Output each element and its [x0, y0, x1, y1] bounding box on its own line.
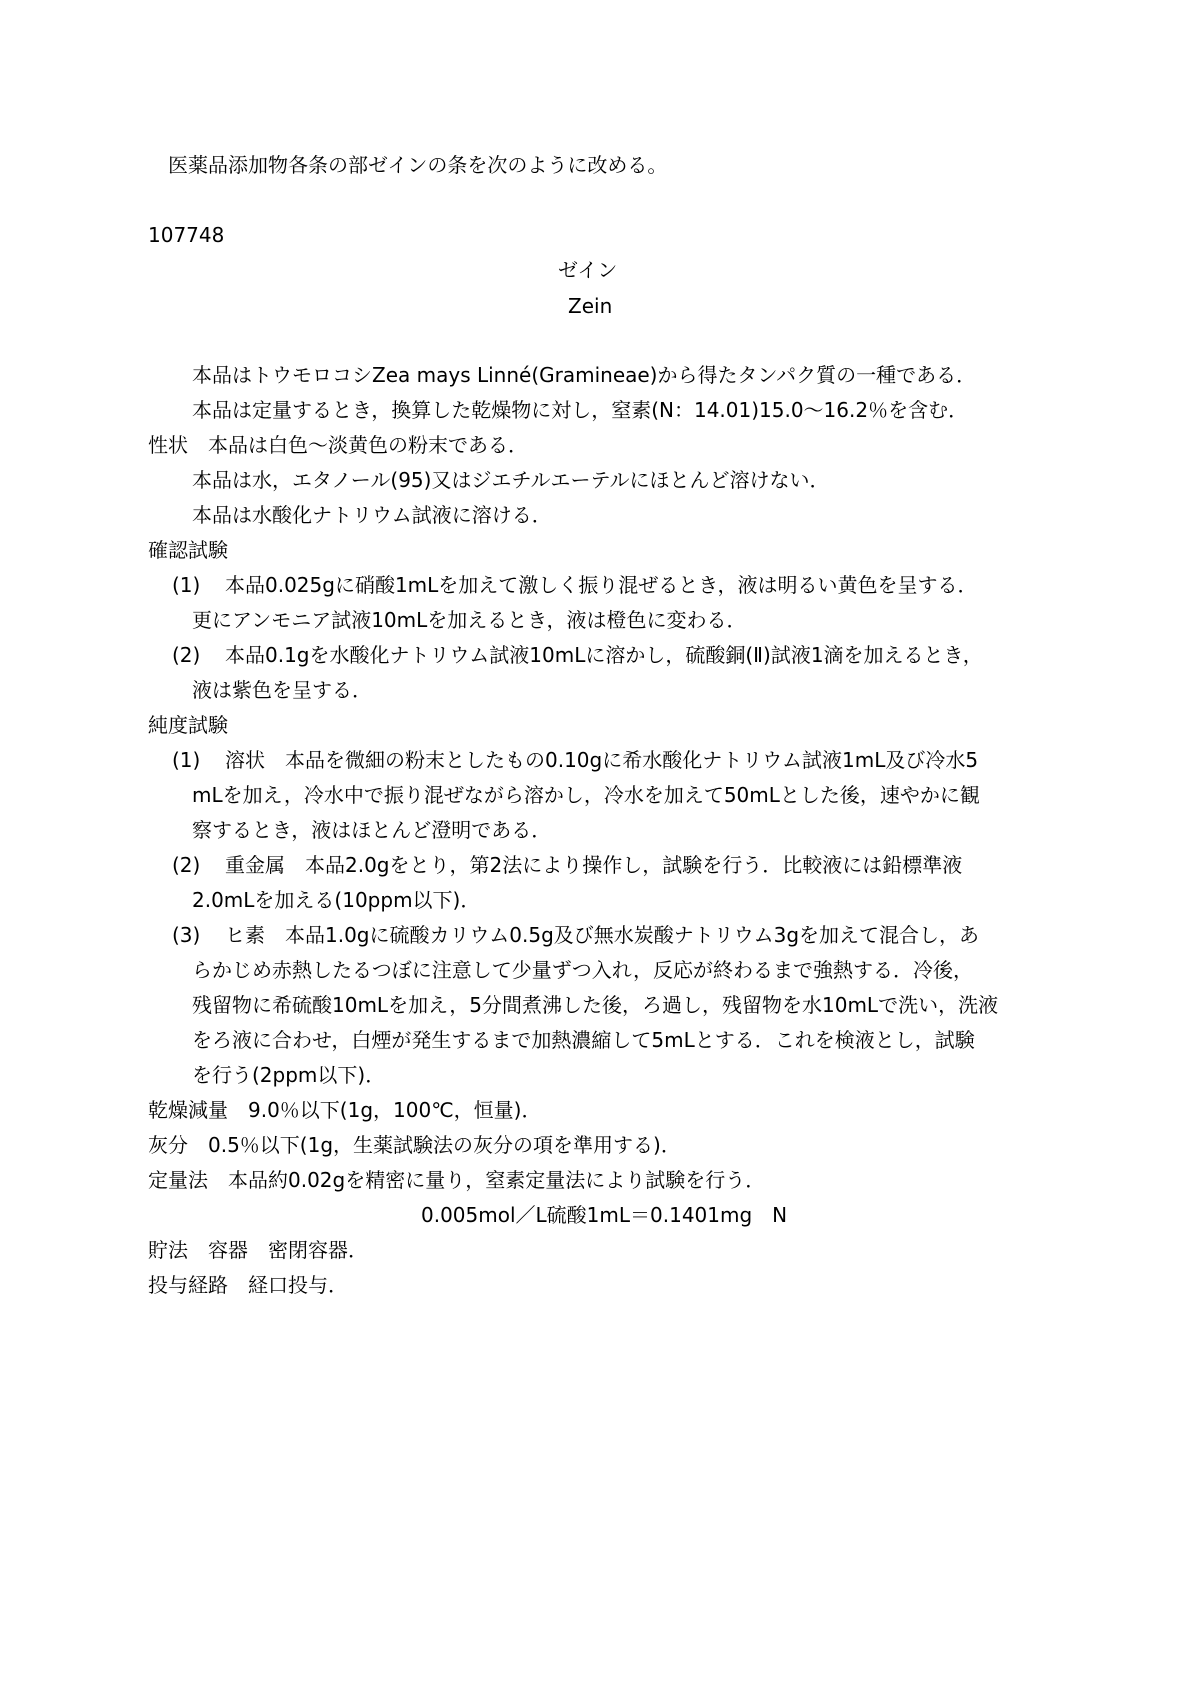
item-text: 残留物に希硫酸10mLを加え，5分間煮沸した後，ろ過し，残留物を水10mLで洗い，洗液	[192, 993, 999, 1017]
storage-text: 容器 密閉容器．	[208, 1238, 368, 1262]
assay-heading: 定量法	[148, 1168, 208, 1192]
administration-heading: 投与経路	[148, 1273, 228, 1297]
ash-text: 0.5％以下(1g，生薬試験法の灰分の項を準用する)．	[208, 1133, 681, 1157]
loss-on-drying-text: 9.0％以下(1g，100℃，恒量)．	[248, 1098, 542, 1122]
storage-heading: 貯法	[148, 1238, 188, 1262]
description-text: 本品は白色〜淡黄色の粉末である．	[208, 433, 528, 457]
item-text: をろ液に合わせ，白煙が発生するまで加熱濃縮して5mLとする．これを検液とし，試験	[192, 1028, 975, 1052]
title-japanese: ゼイン	[558, 258, 618, 282]
item-text: を行う(2ppm以下)．	[192, 1063, 386, 1087]
item-label: (2)	[172, 853, 201, 877]
item-text: らかじめ赤熱したるつぼに注意して少量ずつ入れ，反応が終わるまで強熱する．冷後，	[192, 958, 973, 982]
solubility-text: 本品は水，エタノール(95)又はジエチルエーテルにほとんど溶けない．	[192, 468, 830, 492]
assay-equation: 0.005mol／L硫酸1mL＝0.1401mg N	[421, 1203, 788, 1227]
title-english: Zein	[568, 294, 613, 318]
item-label: (2)	[172, 643, 201, 667]
loss-on-drying-heading: 乾燥減量	[148, 1098, 228, 1122]
item-label: (3)	[172, 923, 201, 947]
description-heading: 性状	[148, 433, 188, 457]
administration-text: 経口投与．	[248, 1273, 348, 1297]
item-text: 2.0mLを加える(10ppm以下)．	[192, 888, 481, 912]
amendment-note: 医薬品添加物各条の部ゼインの条を次のように改める。	[168, 153, 668, 177]
content-text: 本品は定量するとき，換算した乾燥物に対し，窒素(N：14.01)15.0〜16.2％を含む．	[192, 398, 969, 422]
item-text: 本品0.025gに硝酸1mLを加えて激しく振り混ぜるとき，液は明るい黄色を呈する．	[225, 573, 978, 597]
item-text: 察するとき，液はほとんど澄明である．	[192, 818, 552, 842]
item-text: 更にアンモニア試液10mLを加えるとき，液は橙色に変わる．	[192, 608, 747, 632]
identification-heading: 確認試験	[148, 538, 228, 562]
item-label: (1)	[172, 573, 201, 597]
item-text: ヒ素 本品1.0gに硫酸カリウム0.5g及び無水炭酸ナトリウム3gを加えて混合し，あ	[225, 923, 980, 947]
purity-heading: 純度試験	[148, 713, 228, 737]
item-text: 重金属 本品2.0gをとり，第2法により操作し，試験を行う．比較液には鉛標準液	[225, 853, 963, 877]
monograph-code: 107748	[148, 223, 225, 247]
solubility-text-2: 本品は水酸化ナトリウム試液に溶ける．	[192, 503, 552, 527]
item-label: (1)	[172, 748, 201, 772]
item-text: 液は紫色を呈する．	[192, 678, 372, 702]
assay-text: 本品約0.02gを精密に量り，窒素定量法により試験を行う．	[228, 1168, 766, 1192]
origin-text: 本品はトウモロコシZea mays Linné(Gramineae)から得たタンパク質の一種である．	[192, 363, 977, 387]
monograph-body	[0, 363, 1181, 1308]
item-text: 溶状 本品を微細の粉末としたもの0.10gに希水酸化ナトリウム試液1mL及び冷水5	[225, 748, 979, 772]
item-text: mLを加え，冷水中で振り混ぜながら溶かし，冷水を加えて50mLとした後，速やかに観	[192, 783, 980, 807]
item-text: 本品0.1gを水酸化ナトリウム試液10mLに溶かし，硫酸銅(Ⅱ)試液1滴を加えるとき，	[225, 643, 983, 667]
ash-heading: 灰分	[148, 1133, 188, 1157]
